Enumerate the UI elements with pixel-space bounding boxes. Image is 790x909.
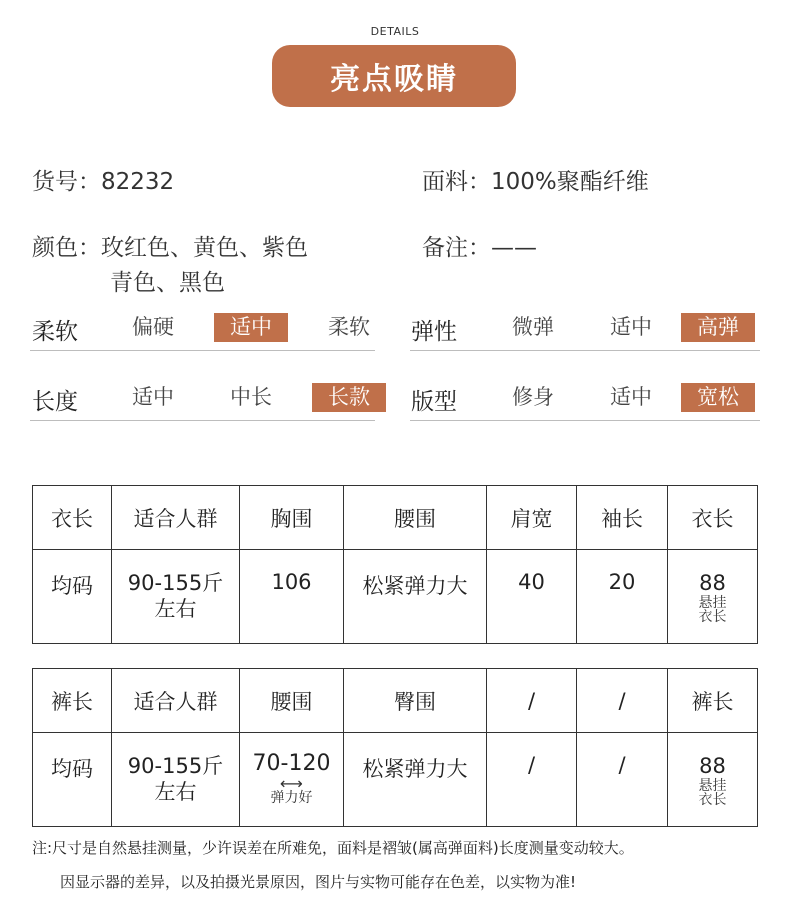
length-option-selected: 长款	[312, 383, 386, 412]
waist-value: 70-120	[252, 751, 331, 776]
softness-option: 偏硬	[132, 315, 174, 339]
softness-option-selected: 适中	[214, 313, 288, 342]
waist-note: 弹力好	[270, 790, 313, 806]
attr-label-length: 长度	[32, 389, 78, 415]
elasticity-option-selected: 高弹	[681, 313, 755, 342]
length-note: 衣长	[698, 792, 727, 808]
table-header-row	[33, 669, 758, 733]
length-cell	[668, 733, 758, 827]
fit-option: 修身	[512, 385, 554, 409]
hip-cell: 松紧弹力大	[344, 733, 487, 827]
table-header-row	[33, 486, 758, 550]
elasticity-option: 微弹	[512, 315, 554, 339]
waist-cell: 松紧弹力大	[344, 550, 487, 644]
length-note: 衣长	[698, 609, 727, 625]
empty-cell: /	[487, 733, 577, 827]
header-cell: 袖长	[577, 486, 668, 550]
empty-cell: /	[577, 733, 668, 827]
shoulder-cell: 40	[487, 550, 577, 644]
header-cell: 衣长	[33, 486, 112, 550]
length-note: 悬挂	[698, 778, 727, 794]
header-cell: 腰围	[240, 669, 344, 733]
divider	[30, 350, 375, 351]
remark-info: 备注：——	[422, 235, 537, 261]
header-cell: 裤长	[33, 669, 112, 733]
attr-label-softness: 柔软	[32, 319, 78, 345]
header-cell: 胸围	[240, 486, 344, 550]
header-cell: 裤长	[668, 669, 758, 733]
fit-option-selected: 宽松	[681, 383, 755, 412]
group-cell	[112, 733, 240, 827]
chest-cell: 106	[240, 550, 344, 644]
color-info-continued: 青色、黑色	[110, 270, 225, 296]
group-range: 90-155斤	[127, 571, 224, 595]
size-cell: 均码	[33, 733, 112, 827]
group-cell	[112, 550, 240, 644]
length-value: 88	[699, 571, 726, 595]
divider	[410, 420, 760, 421]
length-option: 适中	[132, 385, 174, 409]
section-kicker: DETAILS	[370, 25, 420, 38]
length-value: 88	[699, 754, 726, 778]
waist-cell	[240, 733, 344, 827]
header-cell: /	[577, 669, 668, 733]
length-option: 中长	[230, 385, 272, 409]
header-cell: 适合人群	[112, 486, 240, 550]
elasticity-option: 适中	[610, 315, 652, 339]
measurement-note: 注:尺寸是自然悬挂测量，少许误差在所难免，面料是褶皱(属高弹面料)长度测量变动较大。	[32, 839, 634, 857]
group-suffix: 左右	[154, 597, 197, 621]
softness-option: 柔软	[328, 315, 370, 339]
header-cell: 臀围	[344, 669, 487, 733]
double-arrow-icon: ⟷	[280, 774, 303, 793]
header-cell: /	[487, 669, 577, 733]
fabric-info: 面料：100%聚酯纤维	[422, 169, 649, 195]
group-suffix: 左右	[154, 780, 197, 804]
attr-label-fit: 版型	[411, 389, 457, 415]
table-row	[33, 733, 758, 827]
table-row	[33, 550, 758, 644]
attr-label-elasticity: 弹性	[411, 319, 457, 345]
header-cell: 腰围	[344, 486, 487, 550]
color-disclaimer: 因显示器的差异，以及拍摄光景原因，图片与实物可能存在色差，以实物为准!	[60, 873, 577, 891]
header-cell: 衣长	[668, 486, 758, 550]
header-cell: 适合人群	[112, 669, 240, 733]
group-range: 90-155斤	[127, 754, 224, 778]
color-info: 颜色：玫红色、黄色、紫色	[32, 235, 308, 261]
item-number: 货号：82232	[32, 169, 175, 195]
section-title: 亮点吸睛	[272, 45, 516, 107]
sleeve-cell: 20	[577, 550, 668, 644]
size-cell: 均码	[33, 550, 112, 644]
fit-option: 适中	[610, 385, 652, 409]
length-note: 悬挂	[698, 595, 727, 611]
length-cell	[668, 550, 758, 644]
header-cell: 肩宽	[487, 486, 577, 550]
divider	[410, 350, 760, 351]
top-size-table	[32, 485, 758, 644]
divider	[30, 420, 375, 421]
bottom-size-table	[32, 668, 758, 827]
